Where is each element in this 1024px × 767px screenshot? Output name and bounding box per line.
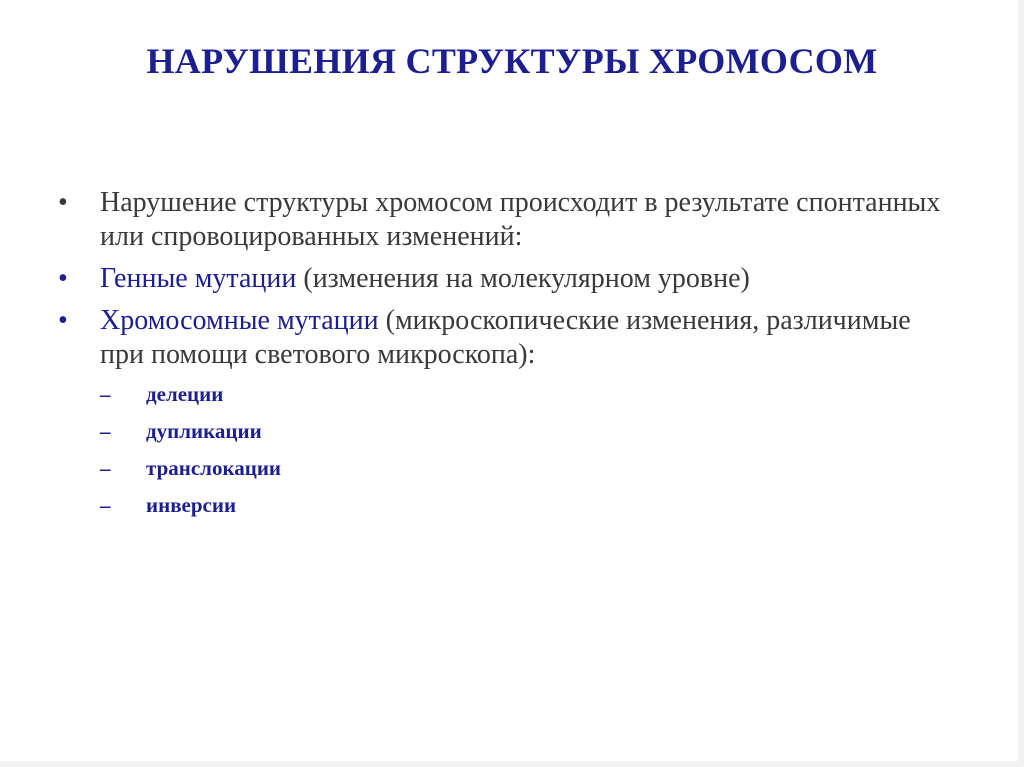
dash-marker: – — [100, 419, 111, 443]
bullet-text: Нарушение структуры хромосом происходит в результате спонтанных или спровоцированных изменений: — [100, 187, 941, 252]
bullet-marker: • — [58, 263, 68, 294]
dash-marker: – — [100, 493, 111, 517]
sub-item — [100, 376, 958, 413]
slide-title: НАРУШЕНИЯ СТРУКТУРЫ ХРОМОСОМ — [146, 41, 878, 81]
bullet-lead: Генные мутации — [100, 263, 297, 294]
dash-marker: – — [100, 382, 111, 406]
bullet-item — [58, 186, 958, 254]
sub-item-text: делеции — [146, 382, 224, 406]
dash-marker: – — [100, 456, 111, 480]
sub-list — [100, 376, 958, 524]
sub-item — [100, 450, 958, 487]
sub-item — [100, 487, 958, 524]
bullet-item — [58, 262, 958, 296]
bullet-marker: • — [58, 305, 68, 336]
sub-item-text: транслокации — [146, 456, 282, 480]
sub-item-text: дупликации — [146, 419, 262, 443]
bullet-text: (микроскопические изменения, различимые при помощи светового микроскопа): — [100, 305, 911, 370]
sub-item — [100, 413, 958, 450]
bullet-text: (изменения на молекулярном уровне) — [296, 263, 750, 294]
sub-item-text: инверсии — [146, 493, 237, 517]
bullet-marker: • — [58, 187, 68, 218]
bullet-list — [58, 186, 958, 532]
bullet-lead: Хромосомные мутации — [100, 305, 379, 336]
bullet-item — [58, 304, 958, 524]
